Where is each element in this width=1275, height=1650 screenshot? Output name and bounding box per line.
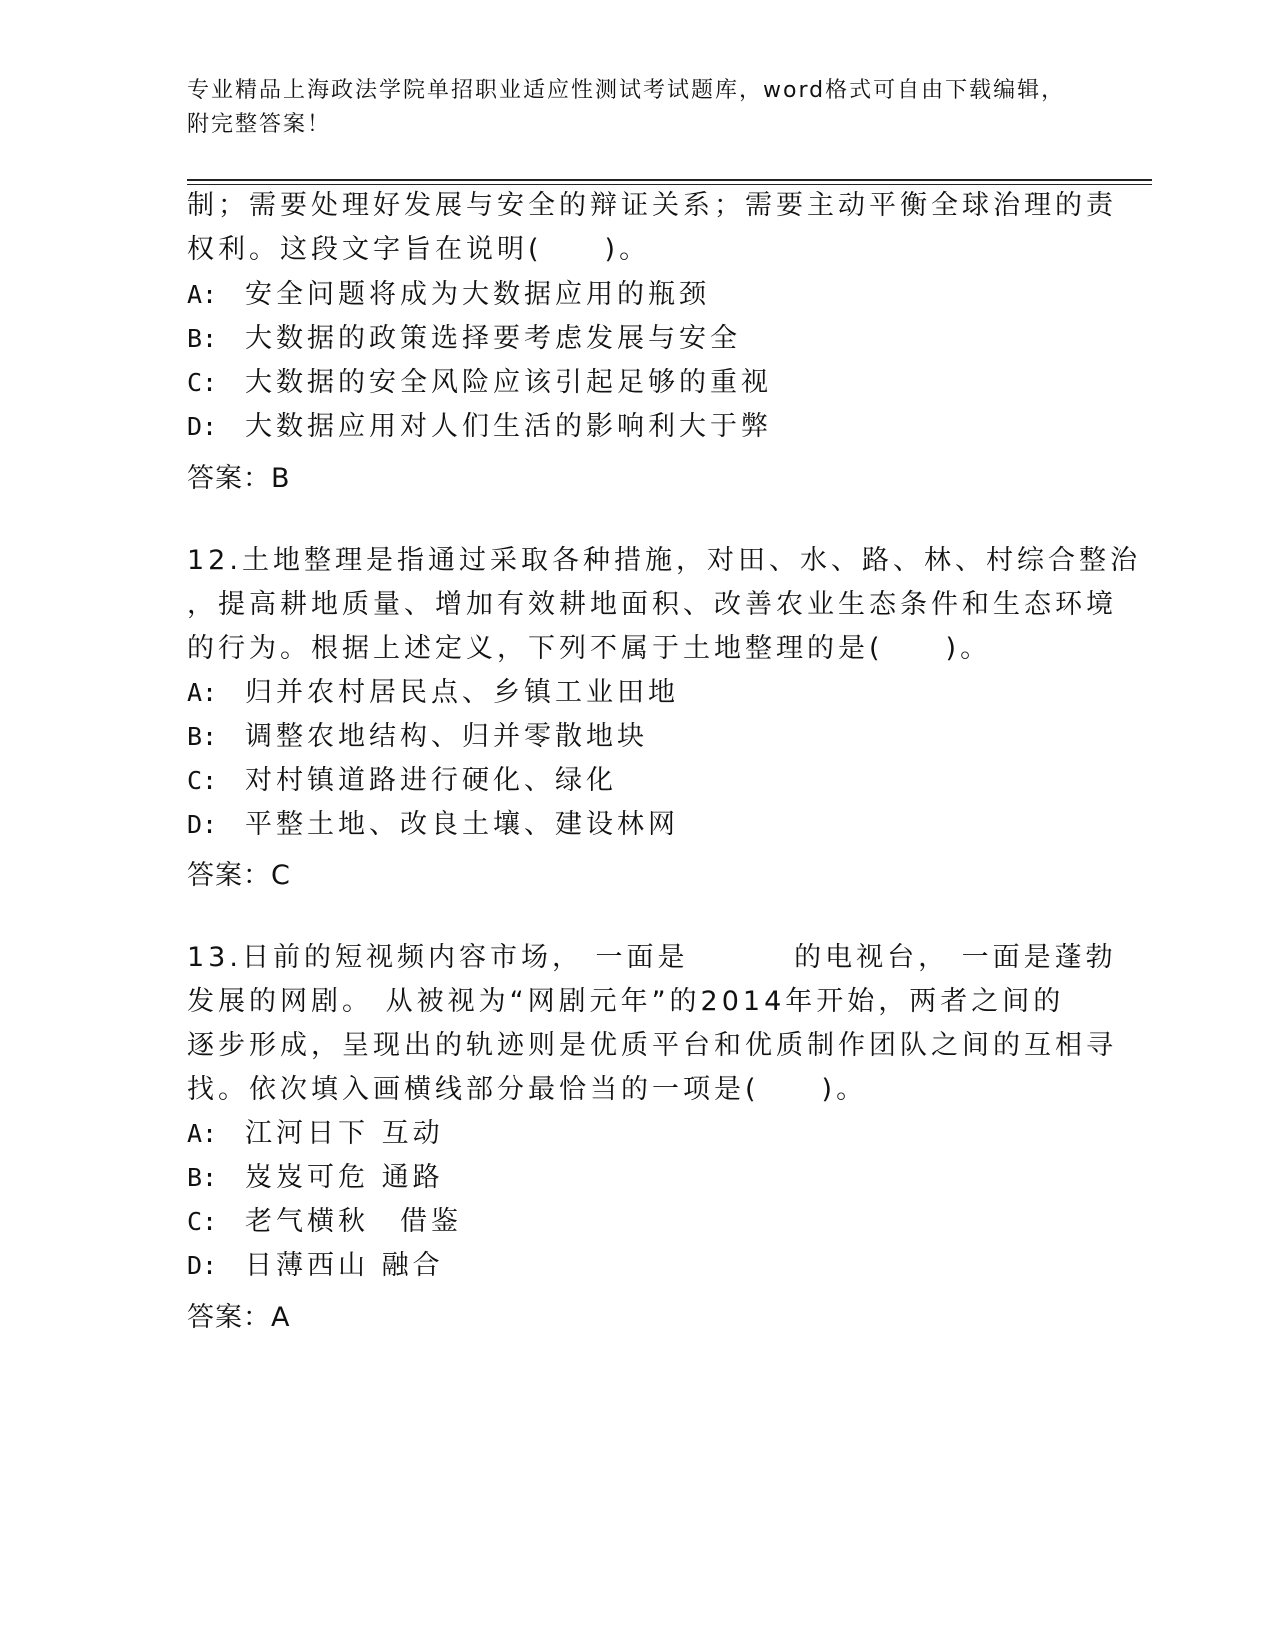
question-13-text-line: 13.日前的短视频内容市场， 一面是 的电视台， 一面是蓬勃 bbox=[187, 942, 1117, 973]
question-12-text-line: 12.土地整理是指通过采取各种措施，对田、水、路、林、村综合整治 bbox=[187, 545, 1141, 576]
option-text: 对村镇道路进行硬化、绿化 bbox=[245, 765, 617, 796]
question-11-option-d bbox=[187, 411, 772, 443]
question-13-answer: 答案：A bbox=[187, 1302, 291, 1333]
question-12-option-d bbox=[187, 809, 679, 841]
option-letter: D: bbox=[187, 1251, 218, 1280]
question-13-text-line: 逐步形成，呈现出的轨迹则是优质平台和优质制作团队之间的互相寻 bbox=[187, 1030, 1117, 1061]
option-text: 大数据应用对人们生活的影响利大于弊 bbox=[245, 411, 772, 442]
option-text: 岌岌可危 通路 bbox=[245, 1162, 444, 1193]
question-11-option-c bbox=[187, 367, 772, 399]
question-12-option-c bbox=[187, 765, 617, 797]
option-letter: C: bbox=[187, 368, 218, 397]
question-13-option-b bbox=[187, 1162, 444, 1194]
question-12-text-line: 的行为。根据上述定义，下列不属于土地整理的是( )。 bbox=[187, 633, 992, 664]
question-12-option-b bbox=[187, 721, 648, 753]
option-text: 大数据的政策选择要考虑发展与安全 bbox=[245, 323, 741, 354]
option-letter: A: bbox=[187, 280, 218, 309]
option-letter: B: bbox=[187, 324, 218, 353]
option-text: 安全问题将成为大数据应用的瓶颈 bbox=[245, 279, 710, 310]
question-13-text-line: 发展的网剧。 从被视为“网剧元年”的2014年开始，两者之间的 bbox=[187, 986, 1065, 1017]
question-11-answer: 答案：B bbox=[187, 463, 291, 494]
option-text: 归并农村居民点、乡镇工业田地 bbox=[245, 677, 679, 708]
question-13-option-a bbox=[187, 1118, 444, 1150]
question-12-text-line: ，提高耕地质量、增加有效耕地面积、改善农业生态条件和生态环境 bbox=[187, 589, 1117, 620]
question-12-option-a bbox=[187, 677, 679, 709]
question-11-option-a bbox=[187, 279, 710, 311]
question-11-option-b bbox=[187, 323, 741, 355]
option-letter: B: bbox=[187, 1163, 218, 1192]
option-text: 调整农地结构、归并零散地块 bbox=[245, 721, 648, 752]
option-letter: B: bbox=[187, 722, 218, 751]
header-divider-thin bbox=[187, 184, 1152, 185]
option-letter: C: bbox=[187, 766, 218, 795]
question-13-option-d bbox=[187, 1250, 444, 1282]
option-text: 平整土地、改良土壤、建设林网 bbox=[245, 809, 679, 840]
question-11-text-line: 制；需要处理好发展与安全的辩证关系；需要主动平衡全球治理的责 bbox=[187, 190, 1117, 221]
option-letter: A: bbox=[187, 678, 218, 707]
option-text: 日薄西山 融合 bbox=[245, 1250, 444, 1281]
option-text: 大数据的安全风险应该引起足够的重视 bbox=[245, 367, 772, 398]
question-13-text-line: 找。依次填入画横线部分最恰当的一项是( )。 bbox=[187, 1074, 868, 1105]
header-divider-thick bbox=[187, 179, 1152, 181]
option-letter: C: bbox=[187, 1207, 218, 1236]
option-letter: D: bbox=[187, 412, 218, 441]
document-header: 专业精品上海政法学院单招职业适应性测试考试题库，word格式可自由下载编辑，附完整答案！ bbox=[187, 78, 1066, 137]
question-11-text-line: 权利。这段文字旨在说明( )。 bbox=[187, 234, 651, 265]
question-12-answer: 答案：C bbox=[187, 860, 291, 891]
option-letter: A: bbox=[187, 1119, 218, 1148]
question-13-option-c bbox=[187, 1206, 462, 1238]
option-text: 老气横秋 借鉴 bbox=[245, 1206, 462, 1237]
option-text: 江河日下 互动 bbox=[245, 1118, 444, 1149]
option-letter: D: bbox=[187, 810, 218, 839]
